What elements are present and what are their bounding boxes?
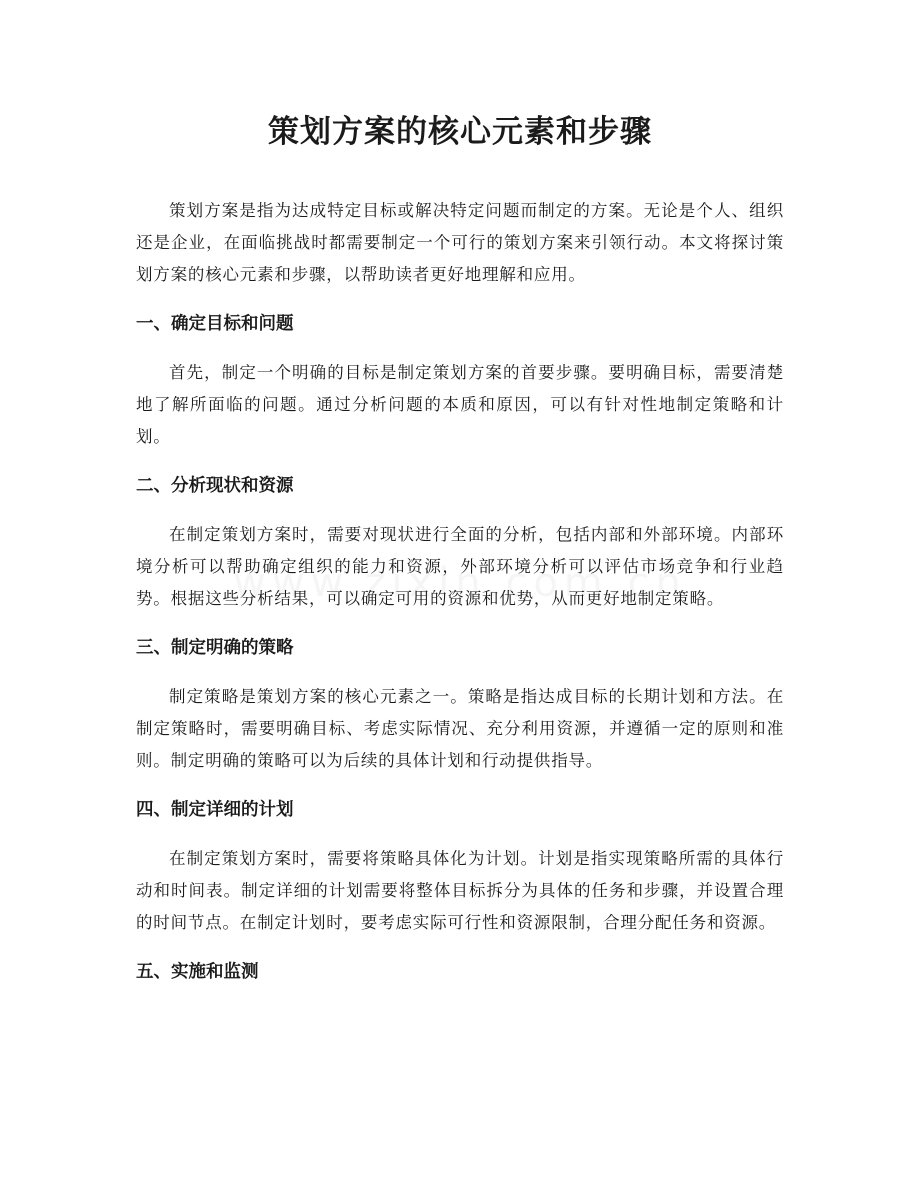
section-heading-3: 三、制定明确的策略 bbox=[136, 638, 294, 658]
section-heading-2: 二、分析现状和资源 bbox=[136, 476, 294, 496]
section-heading-1: 一、确定目标和问题 bbox=[136, 314, 294, 334]
section-paragraph-1: 首先，制定一个明确的目标是制定策划方案的首要步骤。要明确目标，需要清楚地了解所面临的问题。通过分析问题的本质和原因，可以有针对性地制定策略和计划。 bbox=[136, 363, 784, 446]
section-paragraph-2: 在制定策划方案时，需要对现状进行全面的分析，包括内部和外部环境。内部环境分析可以帮助确定组织的能力和资源，外部环境分析可以评估市场竞争和行业趋势。根据这些分析结果，可以确定可用的资源和优势，从而更好地制定策略。 bbox=[136, 525, 784, 608]
section-paragraph-3: 制定策略是策划方案的核心元素之一。策略是指达成目标的长期计划和方法。在制定策略时，需要明确目标、考虑实际情况、充分利用资源，并遵循一定的原则和准则。制定明确的策略可以为后续的具体计划和行动提供指导。 bbox=[136, 687, 784, 770]
section-paragraph-4: 在制定策划方案时，需要将策略具体化为计划。计划是指实现策略所需的具体行动和时间表。制定详细的计划需要将整体目标拆分为具体的任务和步骤，并设置合理的时间节点。在制定计划时，要考虑实际可行性和资源限制，合理分配任务和资源。 bbox=[136, 849, 784, 932]
intro-paragraph: 策划方案是指为达成特定目标或解决特定问题而制定的方案。无论是个人、组织还是企业，在面临挑战时都需要制定一个可行的策划方案来引领行动。本文将探讨策划方案的核心元素和步骤，以帮助读者更好地理解和应用。 bbox=[136, 201, 784, 284]
document-title: 策划方案的核心元素和步骤 bbox=[268, 114, 652, 150]
section-heading-5: 五、实施和监测 bbox=[136, 962, 259, 982]
section-heading-4: 四、制定详细的计划 bbox=[136, 800, 294, 820]
